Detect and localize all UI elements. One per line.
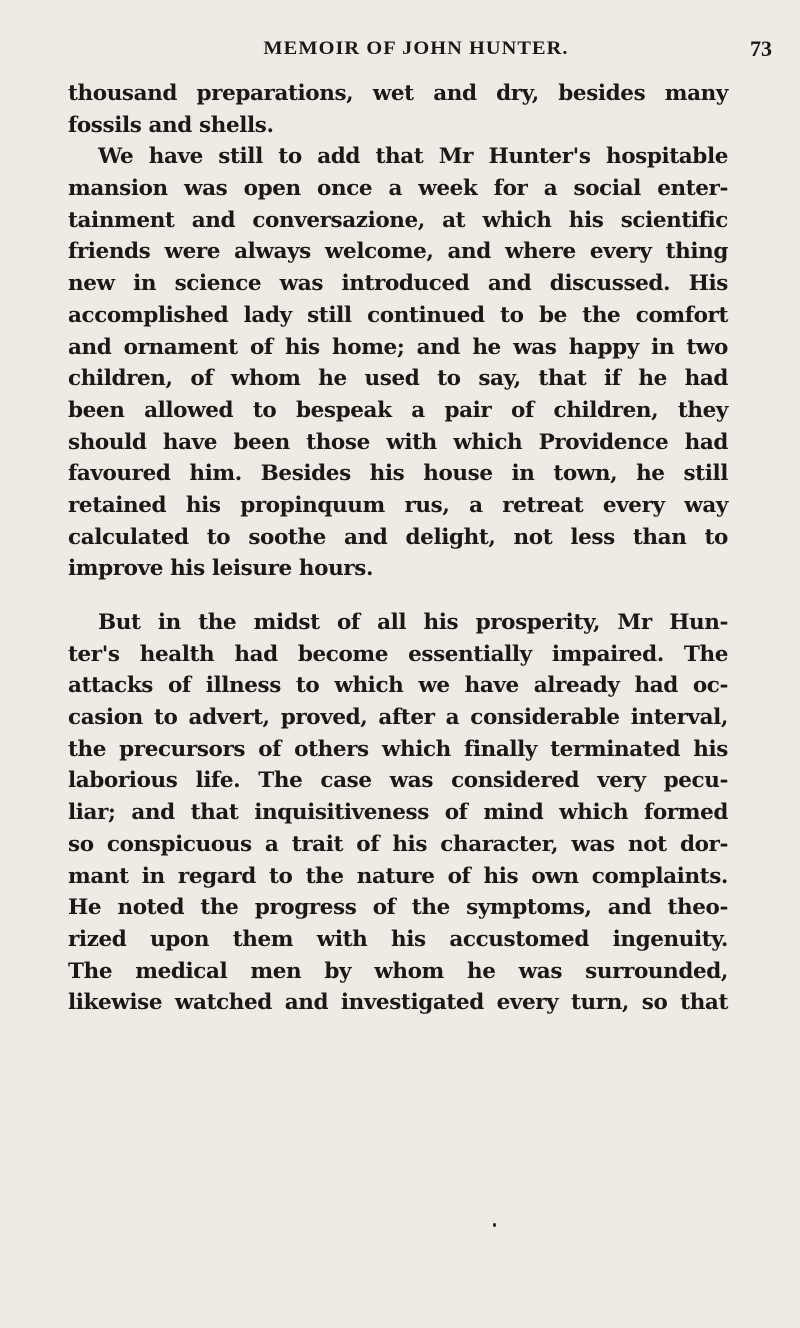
print-speck — [493, 1223, 496, 1227]
text-line: likewise watched and investigated every turn, so that — [68, 990, 728, 1016]
page-number: 73 — [750, 36, 772, 61]
text-line: been allowed to bespeak a pair of children, they — [68, 397, 728, 423]
paragraph — [68, 78, 728, 141]
text-line: We have still to add that Mr Hunter's hospitable — [98, 144, 728, 170]
paragraph — [68, 607, 728, 1019]
text-line: should have been those with which Providence had — [68, 429, 728, 455]
text-line: thousand preparations, wet and dry, besides many — [68, 81, 728, 106]
text-line: liar; and that inquisitiveness of mind which formed — [68, 800, 728, 826]
page-header — [60, 36, 772, 76]
text-line: children, of whom he used to say, that if he had — [68, 366, 728, 392]
text-line: calculated to soothe and delight, not less than to — [68, 524, 728, 550]
running-head: MEMOIR OF JOHN HUNTER. — [263, 38, 569, 59]
text-line: friends were always welcome, and where every thing — [68, 239, 728, 265]
text-line: favoured him. Besides his house in town, he still — [68, 461, 728, 487]
text-line: retained his propinquum rus, a retreat every way — [68, 492, 728, 518]
text-line: casion to advert, proved, after a considerable interval, — [68, 705, 728, 731]
text-line: mant in regard to the nature of his own complaints. — [68, 863, 728, 889]
text-line: laborious life. The case was considered very pecu- — [68, 768, 728, 794]
text-line: improve his leisure hours. — [68, 556, 374, 582]
paragraph-gap — [68, 585, 728, 607]
text-line: fossils and shells. — [68, 112, 274, 138]
text-line: ter's health had become essentially impaired. The — [68, 641, 728, 667]
text-line: He noted the progress of the symptoms, and theo- — [68, 895, 728, 921]
text-line: But in the midst of all his prosperity, Mr Hun- — [98, 610, 728, 635]
text-line: mansion was open once a week for a social enter- — [68, 176, 728, 202]
text-line: The medical men by whom he was surrounded, — [68, 958, 728, 984]
text-line: so conspicuous a trait of his character, was not dor- — [68, 831, 728, 857]
paragraph — [68, 141, 728, 585]
text-line: the precursors of others which finally terminated his — [68, 736, 728, 762]
text-line: rized upon them with his accustomed ingenuity. — [68, 926, 728, 952]
text-line: accomplished lady still continued to be the comfort — [68, 302, 728, 328]
text-line: and ornament of his home; and he was happy in two — [68, 334, 728, 360]
text-line: new in science was introduced and discussed. His — [68, 271, 728, 297]
text-line: attacks of illness to which we have already had oc- — [68, 673, 728, 699]
body-text — [68, 78, 728, 1019]
text-line: tainment and conversazione, at which his scientific — [68, 207, 728, 233]
